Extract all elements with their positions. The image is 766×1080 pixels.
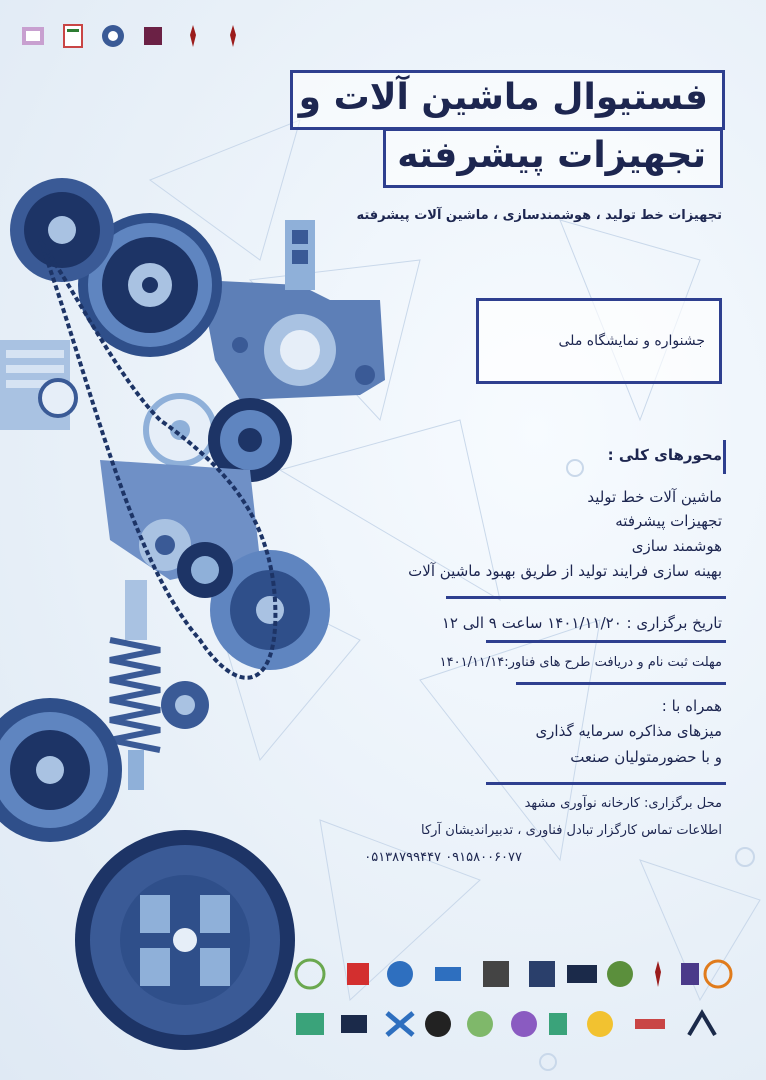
divider-1 xyxy=(446,596,726,599)
event-date: تاریخ برگزاری : ۱۴۰۱/۱۱/۲۰ ساعت ۹ الی ۱۲ xyxy=(441,614,722,632)
sponsor-logo-3 xyxy=(380,954,420,994)
badge-frame xyxy=(476,298,722,384)
sponsor-logo-4 xyxy=(428,954,468,994)
sponsor-logo-14 xyxy=(380,1004,420,1044)
divider-4 xyxy=(486,782,726,785)
with-item-2: و با حضورمتولیان صنعت xyxy=(570,748,722,766)
with-item-1: میزهای مذاکره سرمایه گذاری xyxy=(535,722,722,740)
sponsor-logo-21 xyxy=(682,1004,722,1044)
sponsor-logo-2 xyxy=(338,954,378,994)
sponsor-logo-5 xyxy=(476,954,516,994)
gear-left-lower xyxy=(0,698,122,842)
sponsor-logo-1 xyxy=(290,954,330,994)
sponsor-logo-20 xyxy=(630,1004,670,1044)
logo-2 xyxy=(58,17,88,55)
divider-3 xyxy=(516,682,726,685)
axes-item-4: بهینه سازی فرایند تولید از طریق بهبود ماشین آلات xyxy=(408,562,722,580)
sponsor-logo-13 xyxy=(334,1004,374,1044)
logo-4 xyxy=(138,17,168,55)
with-heading: همراه با : xyxy=(661,697,722,715)
axes-item-2: تجهیزات پیشرفته xyxy=(615,512,722,530)
sponsor-logo-18 xyxy=(538,1004,578,1044)
phones: ۰۹۱۵۸۰۰۶۰۷۷ ۰۵۱۳۸۷۹۹۴۴۷ xyxy=(364,850,522,865)
logo-3 xyxy=(98,17,128,55)
title-frame-2 xyxy=(383,128,723,188)
subtitle: تجهیزات خط تولید ، هوشمندسازی ، ماشین آلات پیشرفته xyxy=(356,208,722,223)
gear-small-mid xyxy=(177,542,233,598)
sponsor-logo-12 xyxy=(290,1004,330,1044)
top-logos xyxy=(18,14,248,58)
axes-item-1: ماشین آلات خط تولید xyxy=(587,488,722,506)
venue: محل برگزاری: کارخانه نوآوری مشهد xyxy=(524,796,722,811)
divider-2 xyxy=(486,640,726,643)
title-frame-1 xyxy=(290,70,725,130)
sponsor-logo-8 xyxy=(600,954,640,994)
box-left xyxy=(0,340,76,430)
pulley-top xyxy=(10,178,114,282)
deadline: مهلت ثبت نام و دریافت طرح های فناور:۱۴۰۱/۱۱/۱۴ xyxy=(439,655,722,670)
sponsor-logo-19 xyxy=(580,1004,620,1044)
sponsor-logo-16 xyxy=(460,1004,500,1044)
logo-5 xyxy=(178,17,208,55)
sponsor-logo-15 xyxy=(418,1004,458,1044)
logo-6 xyxy=(218,17,248,55)
clutch-disk xyxy=(75,830,295,1050)
sponsor-logo-11 xyxy=(698,954,738,994)
logo-1 xyxy=(18,17,48,55)
sponsor-logo-7 xyxy=(562,954,602,994)
axes-heading: محورهای کلی : xyxy=(607,446,722,464)
contact: اطلاعات تماس کارگزار تبادل فناوری ، تدبیراندیشان آرکا xyxy=(421,823,722,838)
gear-small-lower xyxy=(161,681,209,729)
divider-v xyxy=(723,440,726,474)
title-line-1: فستیوال ماشین آلات و xyxy=(298,77,708,118)
axes-item-3: هوشمند سازی xyxy=(631,537,722,555)
badge-text: جشنواره و نمایشگاه ملی xyxy=(558,333,705,349)
bottom-logos xyxy=(290,948,730,1048)
sponsor-logo-6 xyxy=(522,954,562,994)
engine-block xyxy=(200,220,385,400)
title-line-2: تجهیزات پیشرفته xyxy=(397,135,706,176)
